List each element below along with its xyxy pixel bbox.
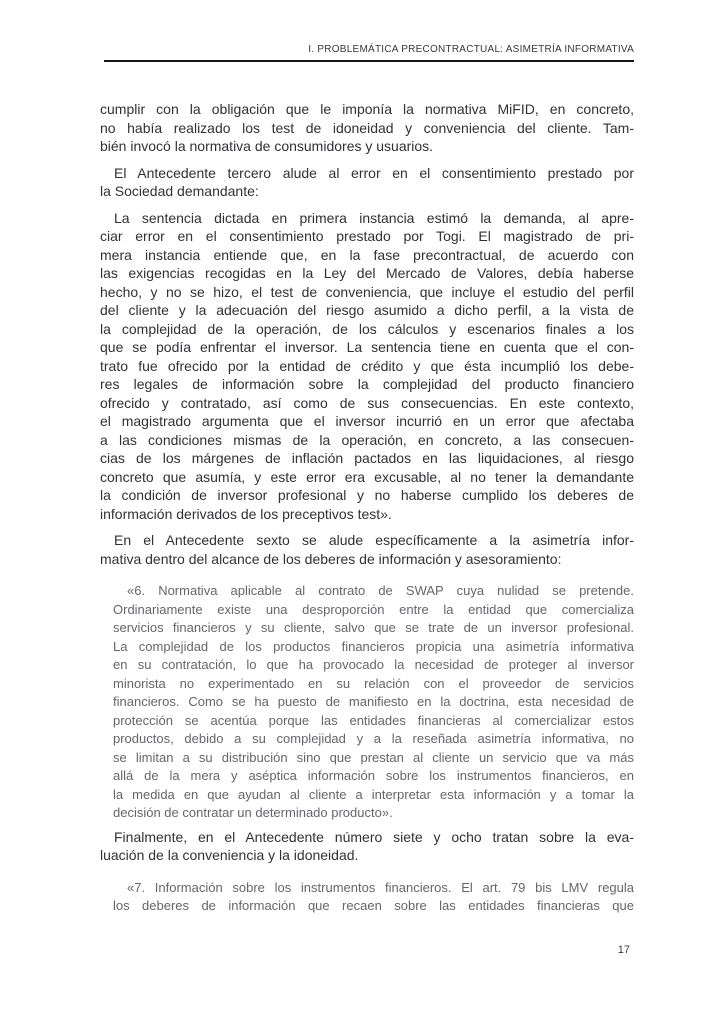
text-line: la medida en que ayudan al cliente a interpretar esta información y a tomar la [113,786,634,802]
text-line: luación de la conveniencia y la idoneidad. [100,847,359,863]
text-line: «7. Información sobre los instrumentos financieros. El art. 79 bis LMV regula [127,879,634,895]
text-line: hecho, y no se hizo, el test de conveniencia, que incluye el estudio del perfil [100,283,634,300]
text-line: res legales de información sobre la complejidad del producto financiero [100,376,634,392]
text-line: los deberes de información que recaen sobre las entidades financieras que [113,898,634,913]
text-line: decisión de contratar un determinado producto». [113,805,393,820]
quote-block [113,879,634,916]
text-line: la Sociedad demandante: [100,183,259,199]
text-line: no había realizado los test de idoneidad y conveniencia del cliente. Tam- [100,119,634,136]
text-line: financieros. Como se ha puesto de manifiesto en la doctrina, esta necesidad de [113,694,634,709]
paragraph [100,209,634,524]
paragraph [100,828,634,865]
text-line: ofrecido y contratado, así como de sus consecuencias. En este contexto, [100,394,634,411]
paragraph [100,100,634,156]
text-line: Ordinariamente existe una desproporción entre la entidad que comercializa [113,601,634,617]
text-line: que se podía enfrentar el inversor. La sentencia tiene en cuenta que el con- [100,339,634,355]
text-line: trato fue ofrecido por la entidad de crédito y que ésta incumplió los debe- [100,357,634,374]
page-number: 17 [617,944,630,956]
text-line: la complejidad de la operación, de los cálculos y escenarios finales a los [100,320,634,337]
text-line: del cliente y la adecuación del riesgo asumido a dicho perfil, a la vista de [100,302,634,318]
text-line: cias de los márgenes de inflación pactados en las liquidaciones, al riesgo [100,450,634,466]
text-line: la condición de inversor profesional y no haberse cumplido los deberes de [100,487,634,503]
text-line: En el Antecedente sexto se alude específicamente a la asimetría infor- [114,532,634,548]
text-line: bién invocó la normativa de consumidores y usuarios. [100,138,434,154]
text-line: a las condiciones mismas de la operación, en concreto, a las consecuen- [100,431,634,448]
text-line: productos, debido a su complejidad y a la reseñada asimetría informativa, no [113,731,634,746]
text-body [100,100,634,916]
text-line: concreto que asumía, y este error era excusable, al no tener la demandante [100,468,634,485]
text-line: ciar error en el consentimiento prestado por Togi. El magistrado de pri- [100,228,634,244]
text-line: servicios financieros y su cliente, salvo que se trate de un inversor profesional. [113,620,634,635]
text-line: en su contratación, lo que ha provocado la necesidad de proteger al inversor [113,657,634,672]
text-line: allá de la mera y aséptica información sobre los instrumentos financieros, en [113,768,634,783]
running-header: I. PROBLEMÁTICA PRECONTRACTUAL: ASIMETRÍA INFORMATIVA [104,44,634,62]
text-line: La sentencia dictada en primera instancia estimó la demanda, al apre- [114,209,634,226]
text-line: mera instancia entiende que, en la fase precontractual, de acuerdo con [100,246,634,263]
text-line: cumplir con la obligación que le imponía la normativa MiFID, en concreto, [100,101,634,117]
text-line: El Antecedente tercero alude al error en el consentimiento prestado por [114,164,634,181]
text-line: protección se acentúa porque las entidades financieras al comercializar estos [113,712,634,728]
text-line: las exigencias recogidas en la Ley del Mercado de Valores, debía haberse [100,265,634,281]
text-line: información derivados de los preceptivos test». [100,505,392,522]
quote-block [113,582,634,823]
text-line: minorista no experimentado en su relación con el proveedor de servicios [113,675,634,691]
paragraph [100,531,634,568]
text-line: se limitan a su distribución sino que prestan al cliente un servicio que va más [113,749,634,765]
text-line: el magistrado argumenta que el inversor incurrió en un error que afectaba [100,413,634,429]
text-line: «6. Normativa aplicable al contrato de SWAP cuya nulidad se pretende. [127,583,634,598]
paragraph [100,164,634,201]
text-line: La complejidad de los productos financieros propicia una asimetría informativa [113,638,634,654]
text-line: Finalmente, en el Antecedente número siete y ocho tratan sobre la eva- [114,828,634,845]
text-line: mativa dentro del alcance de los deberes de información y asesoramiento: [100,550,562,567]
